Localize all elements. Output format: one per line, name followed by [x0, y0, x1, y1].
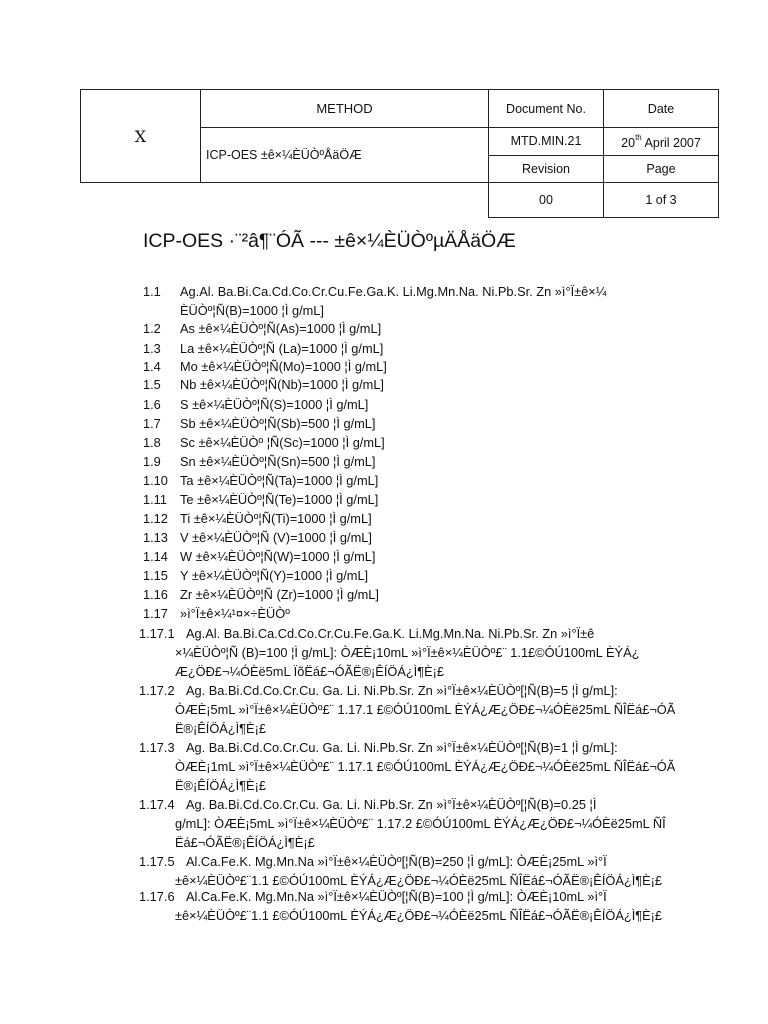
doc-no-value: MTD.MIN.21	[489, 128, 604, 156]
list-item-number: 1.15	[143, 568, 168, 583]
list-item-number: 1.11	[143, 492, 167, 507]
list-item-number: 1.7	[143, 416, 161, 431]
method-label: METHOD	[201, 90, 489, 128]
list-item-text: Sc ±ê×¼ÈÜÒº ¦Ñ(Sc)=1000 ¦Ì g/mL]	[180, 435, 385, 450]
list-item-text: Æ¿ÖÐ£¬¼ÓÈë5mL ÏõËá£¬ÓÃË®¡ÊÍÖÁ¿Ì¶È¡£	[175, 664, 445, 679]
list-item-number: 1.17.1	[139, 626, 175, 641]
list-item-text: ÒÆÈ¡5mL »ì°Ï±ê×¼ÈÜÒº£¨ 1.17.1 £©ÓÚ100mL ÈÝÁ¿Æ¿ÖÐ£¬¼ÓÈë25mL ÑÎËá£¬ÓÃ	[175, 702, 676, 717]
list-item-text: g/mL]: ÒÆÈ¡5mL »ì°Ï±ê×¼ÈÜÒº£¨ 1.17.2 £©ÓÚ100mL ÈÝÁ¿Æ¿ÖÐ£¬¼ÓÈë25mL ÑÎ	[175, 816, 666, 831]
date-label: Date	[604, 90, 719, 128]
list-item-text: S ±ê×¼ÈÜÒº¦Ñ(S)=1000 ¦Ì g/mL]	[180, 397, 369, 412]
spacer	[81, 183, 201, 218]
list-item-number: 1.17	[143, 606, 168, 621]
list-item-number: 1.17.3	[139, 740, 175, 755]
page-value: 1 of 3	[604, 183, 719, 218]
list-item-text: Al.Ca.Fe.K. Mg.Mn.Na »ì°Ï±ê×¼ÈÜÒº[¦Ñ(B)=100 ¦Ì g/mL]: ÒÆÈ¡10mL »ì°Ï	[186, 889, 607, 904]
list-item-text: ±ê×¼ÈÜÒº£¨1.1 £©ÓÚ100mL ÈÝÁ¿Æ¿ÖÐ£¬¼ÓÈë25mL ÑÎËá£¬ÓÃË®¡ÊÍÖÁ¿Ì¶È¡£	[175, 873, 663, 888]
list-item-text: Ag.Al. Ba.Bi.Ca.Cd.Co.Cr.Cu.Fe.Ga.K. Li.Mg.Mn.Na. Ni.Pb.Sr. Zn »ì°Ï±ê	[186, 626, 595, 641]
revision-label: Revision	[489, 155, 604, 183]
list-item-number: 1.3	[143, 341, 161, 356]
list-item-number: 1.17.2	[139, 683, 175, 698]
list-item-text: Ti ±ê×¼ÈÜÒº¦Ñ(Ti)=1000 ¦Ì g/mL]	[180, 511, 372, 526]
list-item-number: 1.13	[143, 530, 168, 545]
list-item-text: Ëá£¬ÓÃË®¡ÊÍÖÁ¿Ì¶È¡£	[175, 835, 315, 850]
list-item-text: As ±ê×¼ÈÜÒº¦Ñ(As)=1000 ¦Ì g/mL]	[180, 321, 382, 336]
list-item-text: Nb ±ê×¼ÈÜÒº¦Ñ(Nb)=1000 ¦Ì g/mL]	[180, 377, 384, 392]
method-title: ICP-OES ±ê×¼ÈÜÒºÅäÖÆ	[201, 128, 489, 183]
list-item-number: 1.9	[143, 454, 161, 469]
list-item-text: Ag.Al. Ba.Bi.Ca.Cd.Co.Cr.Cu.Fe.Ga.K. Li.Mg.Mn.Na. Ni.Pb.Sr. Zn »ì°Ï±ê×¼	[180, 284, 607, 299]
list-item-text: Ag. Ba.Bi.Cd.Co.Cr.Cu. Ga. Li. Ni.Pb.Sr. Zn »ì°Ï±ê×¼ÈÜÒº[¦Ñ(B)=0.25 ¦Ì	[186, 797, 597, 812]
list-item-text: ±ê×¼ÈÜÒº£¨1.1 £©ÓÚ100mL ÈÝÁ¿Æ¿ÖÐ£¬¼ÓÈë25mL ÑÎËá£¬ÓÃË®¡ÊÍÖÁ¿Ì¶È¡£	[175, 908, 663, 923]
list-item-number: 1.17.5	[139, 854, 175, 869]
list-item-text: Al.Ca.Fe.K. Mg.Mn.Na »ì°Ï±ê×¼ÈÜÒº[¦Ñ(B)=250 ¦Ì g/mL]: ÒÆÈ¡25mL »ì°Ï	[186, 854, 607, 869]
date-suffix: th	[635, 132, 642, 142]
date-day: 20	[621, 135, 636, 150]
document-title: ICP-OES ·¨²â¶¨ÓÃ --- ±ê×¼ÈÜÒºµÄÅäÖÆ	[143, 230, 516, 252]
list-item-text: Y ±ê×¼ÈÜÒº¦Ñ(Y)=1000 ¦Ì g/mL]	[180, 568, 369, 583]
list-item-text: ÈÜÒº¦Ñ(B)=1000 ¦Ì g/mL]	[180, 303, 324, 318]
list-item-number: 1.14	[143, 549, 168, 564]
list-item-text: Ag. Ba.Bi.Cd.Co.Cr.Cu. Ga. Li. Ni.Pb.Sr. Zn »ì°Ï±ê×¼ÈÜÒº[¦Ñ(B)=5 ¦Ì g/mL]:	[186, 683, 618, 698]
date-month-year: April 2007	[644, 135, 701, 150]
document-header-table	[80, 89, 719, 218]
doc-no-label: Document No.	[489, 90, 604, 128]
list-item-text: ×¼ÈÜÒº¦Ñ (B)=100 ¦Ì g/mL]: ÒÆÈ¡10mL »ì°Ï±ê×¼ÈÜÒº£¨ 1.1£©ÓÚ100mL ÈÝÁ¿	[175, 645, 640, 660]
company-logo: X	[81, 90, 201, 183]
list-item-text: Sb ±ê×¼ÈÜÒº¦Ñ(Sb)=500 ¦Ì g/mL]	[180, 416, 376, 431]
list-item-number: 1.17.4	[139, 797, 175, 812]
list-item-number: 1.6	[143, 397, 161, 412]
list-item-number: 1.16	[143, 587, 168, 602]
revision-value: 00	[489, 183, 604, 218]
list-item-text: V ±ê×¼ÈÜÒº¦Ñ (V)=1000 ¦Ì g/mL]	[180, 530, 372, 545]
list-item-text: Ë®¡ÊÍÖÁ¿Ì¶È¡£	[175, 778, 266, 793]
list-item-number: 1.2	[143, 321, 161, 336]
list-item-text: Ag. Ba.Bi.Cd.Co.Cr.Cu. Ga. Li. Ni.Pb.Sr. Zn »ì°Ï±ê×¼ÈÜÒº[¦Ñ(B)=1 ¦Ì g/mL]:	[186, 740, 618, 755]
list-item-number: 1.8	[143, 435, 161, 450]
list-item-text: Mo ±ê×¼ÈÜÒº¦Ñ(Mo)=1000 ¦Ì g/mL]	[180, 359, 387, 374]
list-item-number: 1.17.6	[139, 889, 175, 904]
page-label: Page	[604, 155, 719, 183]
date-value	[604, 128, 719, 156]
spacer	[201, 183, 489, 218]
list-item-number: 1.1	[143, 284, 161, 299]
list-item-number: 1.10	[143, 473, 168, 488]
list-item-text: Te ±ê×¼ÈÜÒº¦Ñ(Te)=1000 ¦Ì g/mL]	[180, 492, 379, 507]
list-item-text: ÒÆÈ¡1mL »ì°Ï±ê×¼ÈÜÒº£¨ 1.17.1 £©ÓÚ100mL ÈÝÁ¿Æ¿ÖÐ£¬¼ÓÈë25mL ÑÎËá£¬ÓÃ	[175, 759, 676, 774]
list-item-number: 1.5	[143, 377, 161, 392]
list-item-text: »ì°Ï±ê×¼¹¤×÷ÈÜÒº	[180, 606, 290, 621]
list-item-text: Ë®¡ÊÍÖÁ¿Ì¶È¡£	[175, 721, 266, 736]
list-item-text: Ta ±ê×¼ÈÜÒº¦Ñ(Ta)=1000 ¦Ì g/mL]	[180, 473, 379, 488]
list-item-number: 1.12	[143, 511, 168, 526]
list-item-number: 1.4	[143, 359, 161, 374]
list-item-text: Zr ±ê×¼ÈÜÒº¦Ñ (Zr)=1000 ¦Ì g/mL]	[180, 587, 379, 602]
list-item-text: Sn ±ê×¼ÈÜÒº¦Ñ(Sn)=500 ¦Ì g/mL]	[180, 454, 376, 469]
list-item-text: W ±ê×¼ÈÜÒº¦Ñ(W)=1000 ¦Ì g/mL]	[180, 549, 376, 564]
list-item-text: La ±ê×¼ÈÜÒº¦Ñ (La)=1000 ¦Ì g/mL]	[180, 341, 384, 356]
